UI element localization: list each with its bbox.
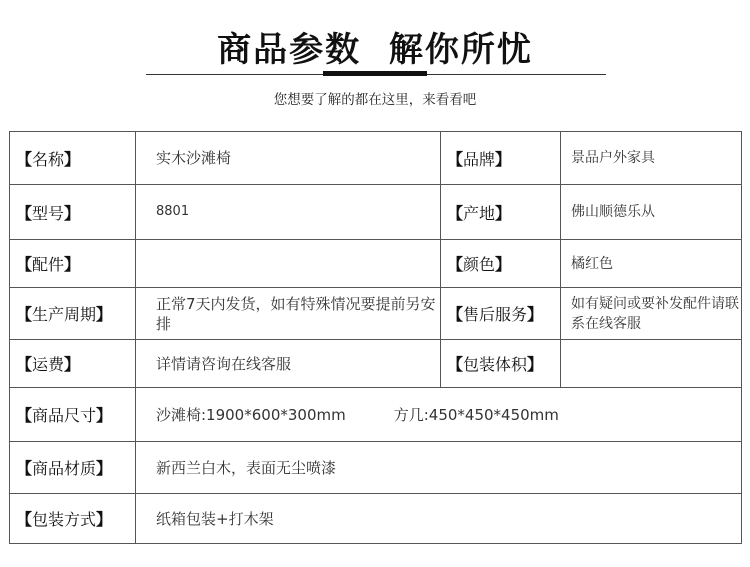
page-title: 商品参数 解你所忧 <box>217 30 533 70</box>
table-row <box>10 288 742 340</box>
table-row <box>10 240 742 288</box>
table-row <box>10 442 742 494</box>
param-label-production-cycle: 【生产周期】 <box>10 288 136 340</box>
param-label-package-volume: 【包装体积】 <box>441 340 561 388</box>
table-row <box>10 494 742 544</box>
param-value-name: 实木沙滩椅 <box>136 132 441 185</box>
param-label-shipping: 【运费】 <box>10 340 136 388</box>
param-value-after-sales: 如有疑问或要补发配件请联系在线客服 <box>561 288 742 340</box>
param-label-origin: 【产地】 <box>441 185 561 240</box>
param-value-shipping: 详情请咨询在线客服 <box>136 340 441 388</box>
param-label-material: 【商品材质】 <box>10 442 136 494</box>
param-label-brand: 【品牌】 <box>441 132 561 185</box>
param-label-after-sales: 【售后服务】 <box>441 288 561 340</box>
param-value-origin: 佛山顺德乐从 <box>561 185 742 240</box>
param-value-brand: 景品户外家具 <box>561 132 742 185</box>
param-value-production-cycle: 正常7天内发货，如有特殊情况要提前另安排 <box>136 288 441 340</box>
param-label-dimensions: 【商品尺寸】 <box>10 388 136 442</box>
title-divider-accent <box>323 71 427 76</box>
param-value-accessories <box>136 240 441 288</box>
param-value-color: 橘红色 <box>561 240 742 288</box>
param-value-package-volume <box>561 340 742 388</box>
param-label-model: 【型号】 <box>10 185 136 240</box>
table-row <box>10 132 742 185</box>
dimension-chair: 沙滩椅:1900*600*300mm <box>156 405 346 424</box>
param-value-packaging: 纸箱包装+打木架 <box>136 494 742 544</box>
param-label-accessories: 【配件】 <box>10 240 136 288</box>
table-row <box>10 185 742 240</box>
table-row <box>10 340 742 388</box>
param-value-dimensions <box>136 388 742 442</box>
param-label-packaging: 【包装方式】 <box>10 494 136 544</box>
page-subtitle: 您想要了解的都在这里，来看看吧 <box>273 92 477 108</box>
table-row <box>10 388 742 442</box>
param-value-material: 新西兰白木，表面无尘喷漆 <box>136 442 742 494</box>
product-params-table <box>9 131 742 544</box>
dimension-table: 方几:450*450*450mm <box>393 405 559 424</box>
param-label-name: 【名称】 <box>10 132 136 185</box>
param-value-model: 8801 <box>136 185 441 240</box>
param-label-color: 【颜色】 <box>441 240 561 288</box>
